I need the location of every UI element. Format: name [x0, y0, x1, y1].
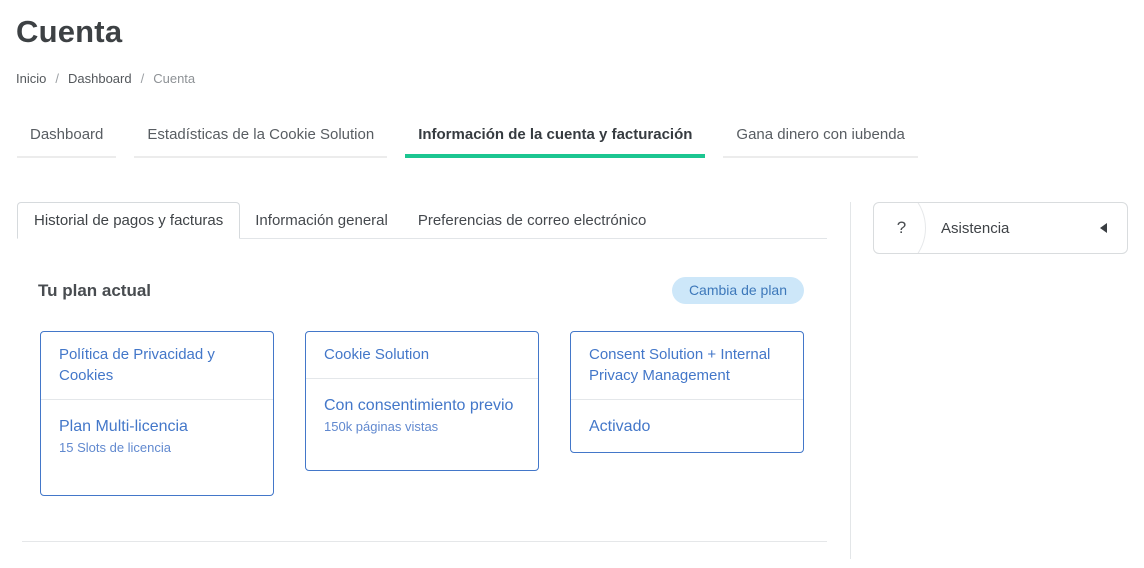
plan-card-product-section — [571, 332, 803, 399]
plan-card-plan-section — [306, 378, 538, 470]
billing-sub-tab-bar — [17, 202, 827, 239]
plan-card-plan-section — [41, 399, 273, 495]
main-tab-bar — [0, 126, 1144, 158]
breadcrumb-inicio[interactable]: Inicio — [16, 71, 47, 86]
billing-panel — [0, 202, 850, 559]
plan-card-detail: 150k páginas vistas — [324, 419, 439, 434]
tab-account-billing-info[interactable]: Información de la cuenta y facturación — [405, 126, 705, 158]
plan-card-product: Consent Solution + Internal Privacy Management — [589, 346, 771, 384]
plan-card-product-section — [306, 332, 538, 378]
support-label: Asistencia — [941, 219, 1010, 237]
page-title: Cuenta — [16, 14, 123, 49]
breadcrumb — [16, 71, 1128, 86]
plan-card-plan: Activado — [589, 418, 651, 435]
support-widget[interactable] — [873, 202, 1128, 254]
plan-card-cookie-solution — [305, 331, 539, 471]
current-plan-header — [0, 277, 850, 304]
breadcrumb-current: Cuenta — [153, 71, 196, 86]
plan-card-product: Política de Privacidad y Cookies — [59, 346, 215, 384]
plan-card-consent-solution — [570, 331, 804, 453]
page-header — [0, 0, 1144, 86]
plan-card-plan: Plan Multi-licencia — [59, 418, 188, 435]
plan-cards — [40, 331, 850, 496]
plan-card-product-section — [41, 332, 273, 399]
subtab-payment-history[interactable]: Historial de pagos y facturas — [17, 202, 240, 239]
plan-card-privacy-policy — [40, 331, 274, 496]
plan-card-product: Cookie Solution — [324, 346, 430, 363]
subtab-email-preferences[interactable]: Preferencias de correo electrónico — [417, 212, 647, 229]
section-divider — [22, 541, 827, 542]
tab-earn-money[interactable]: Gana dinero con iubenda — [723, 126, 917, 158]
change-plan-button[interactable]: Cambia de plan — [672, 277, 804, 304]
tab-dashboard[interactable]: Dashboard — [17, 126, 116, 158]
collapse-left-arrow-icon — [1100, 223, 1107, 233]
support-sidebar — [850, 202, 1144, 559]
plan-card-plan-section — [571, 399, 803, 452]
question-mark-icon: ? — [896, 218, 907, 237]
breadcrumb-separator: / — [55, 71, 59, 86]
breadcrumb-separator: / — [140, 71, 145, 86]
plan-card-plan: Con consentimiento previo — [324, 397, 514, 414]
tab-cookie-solution-stats[interactable]: Estadísticas de la Cookie Solution — [134, 126, 387, 158]
content-area — [0, 202, 1144, 559]
current-plan-heading: Tu plan actual — [38, 280, 152, 300]
plan-card-detail: 15 Slots de licencia — [59, 440, 172, 455]
breadcrumb-dashboard[interactable]: Dashboard — [67, 71, 132, 86]
subtab-general-info[interactable]: Información general — [255, 212, 388, 229]
